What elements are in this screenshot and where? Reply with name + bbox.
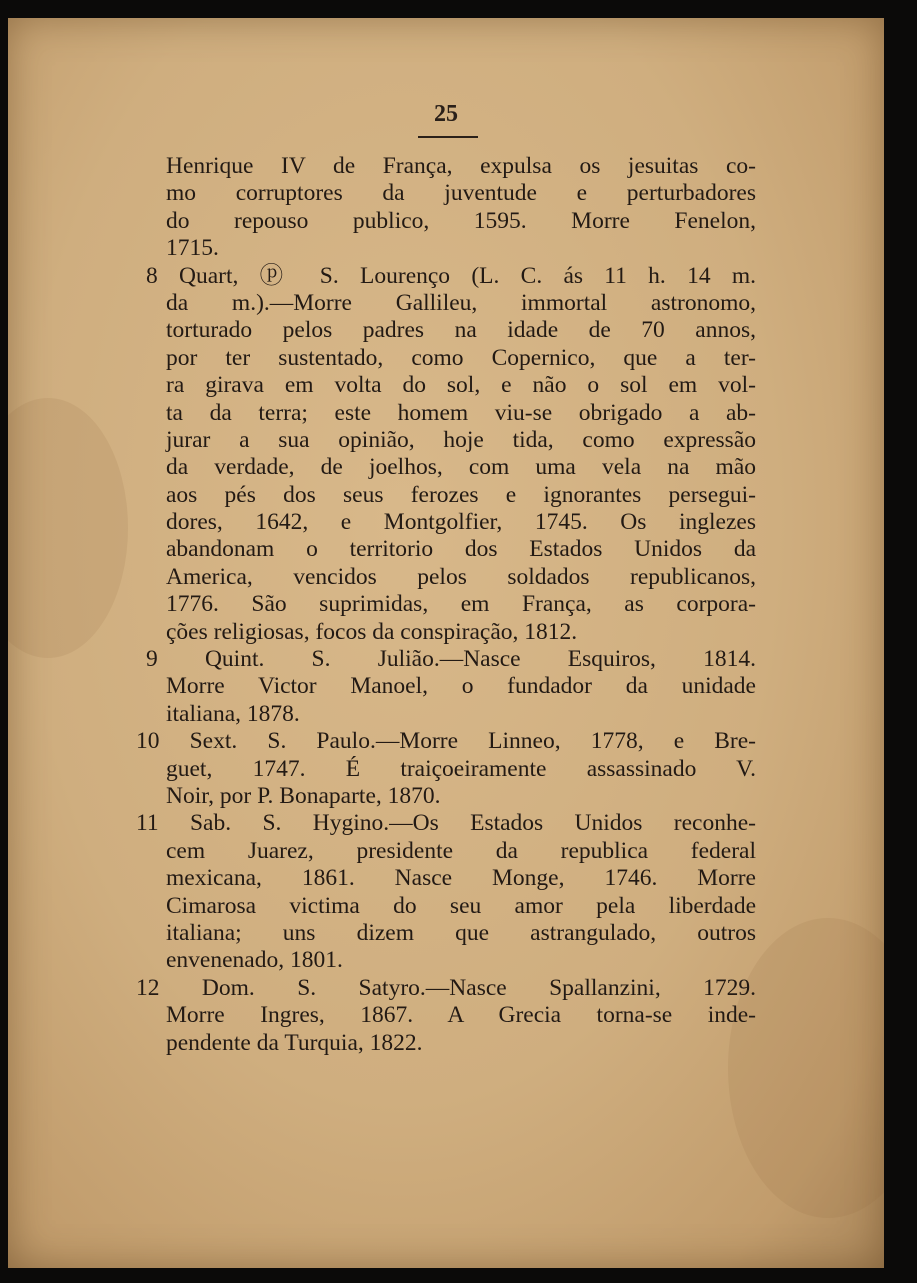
text-line: Cimarosa victima do seu amor pela liberdade [166, 892, 756, 919]
text-line: da verdade, de joelhos, com uma vela na mão [166, 454, 756, 481]
text-line: por ter sustentado, como Copernico, que a ter- [166, 344, 756, 371]
text-line: do repouso publico, 1595. Morre Fenelon, [166, 207, 756, 234]
text-line: Henrique IV de França, expulsa os jesuitas co- [166, 153, 756, 179]
text-line: aos pés dos seus ferozes e ignorantes persegui- [166, 481, 756, 508]
text-line: envenenado, 1801. [166, 947, 343, 974]
text-line: ta da terra; este homem viu-se obrigado a ab- [166, 399, 756, 426]
text-line: jurar a sua opinião, hoje tida, como expressão [166, 426, 756, 453]
text-line: mo corruptores da juventude e perturbadores [166, 180, 756, 207]
text-line: mexicana, 1861. Nasce Monge, 1746. Morre [166, 865, 756, 892]
body-text [136, 153, 756, 1057]
text-line-entry: 10 Sext. S. Paulo.—Morre Linneo, 1778, e Bre- [136, 728, 756, 755]
header-rule [418, 136, 478, 138]
text-line: ra girava em volta do sol, e não o sol em vol- [166, 372, 756, 399]
paper-stain [8, 398, 128, 658]
text-line: torturado pelos padres na idade de 70 annos, [166, 317, 756, 344]
text-line: abandonam o territorio dos Estados Unidos da [166, 536, 756, 563]
text-line: da m.).—Morre Gallileu, immortal astronomo, [166, 289, 756, 316]
text-line: cem Juarez, presidente da republica federal [166, 837, 756, 864]
text-line-entry: 12 Dom. S. Satyro.—Nasce Spallanzini, 1729. [136, 974, 756, 1001]
text-line-entry: 11 Sab. S. Hygino.—Os Estados Unidos reconhe- [136, 810, 756, 837]
book-page [8, 18, 884, 1268]
text-line: Morre Ingres, 1867. A Grecia torna-se inde- [166, 1002, 756, 1029]
text-line: ções religiosas, focos da conspiração, 1812. [166, 618, 578, 645]
text-line-entry: 8 Quart, ⓟ S. Lourenço (L. C. ás 11 h. 14 m. [146, 262, 756, 289]
text-line: Noir, por P. Bonaparte, 1870. [166, 782, 441, 809]
page-number: 25 [434, 101, 458, 127]
text-line: pendente da Turquia, 1822. [166, 1029, 423, 1056]
text-line-entry: 9 Quint. S. Julião.—Nasce Esquiros, 1814. [146, 646, 756, 673]
text-line: 1715. [166, 235, 219, 262]
text-line: America, vencidos pelos soldados republicanos, [166, 563, 756, 590]
text-line: Morre Victor Manoel, o fundador da unidade [166, 673, 756, 700]
text-line: italiana; uns dizem que astrangulado, outros [166, 919, 756, 946]
text-line: italiana, 1878. [166, 700, 300, 727]
text-line: guet, 1747. É traiçoeiramente assassinado V. [166, 755, 756, 782]
text-line: 1776. São suprimidas, em França, as corpora- [166, 591, 756, 618]
text-line: dores, 1642, e Montgolfier, 1745. Os inglezes [166, 509, 756, 536]
